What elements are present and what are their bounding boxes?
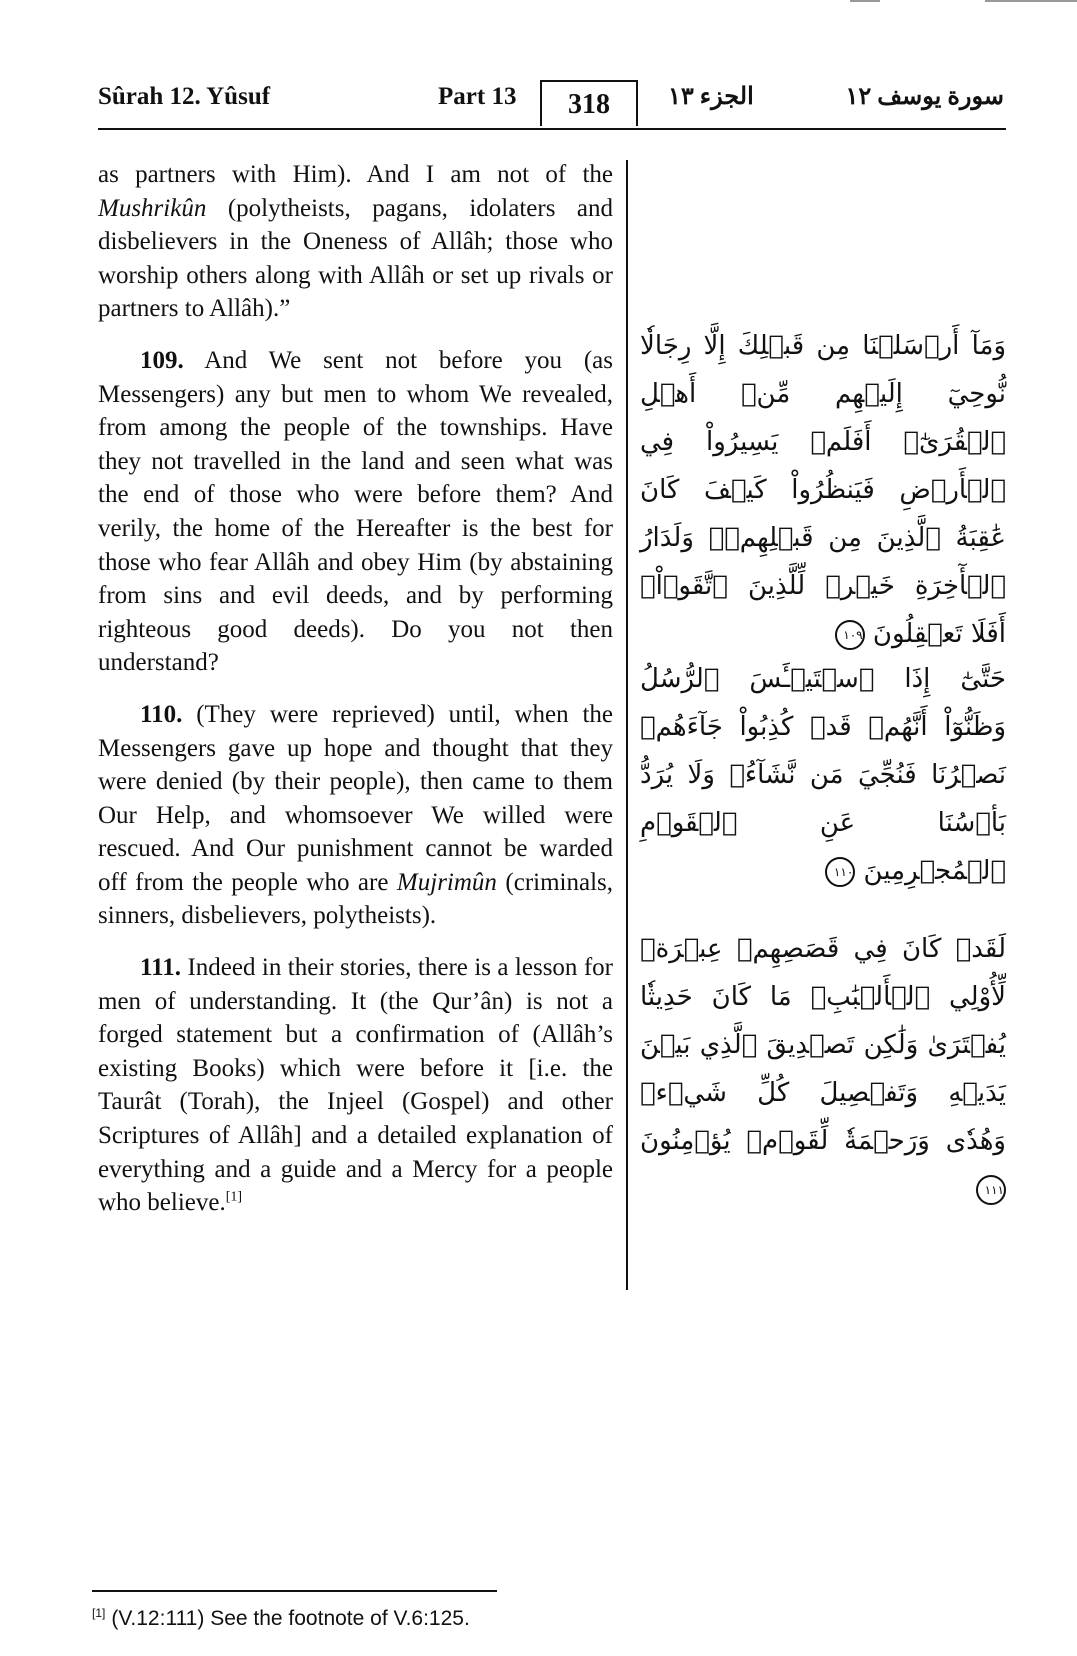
verse-111-paragraph <box>98 951 613 1220</box>
footnote <box>92 1606 470 1631</box>
surah-title-english: Sûrah 12. Yûsuf <box>98 83 271 110</box>
top-edge-tick <box>850 0 880 2</box>
verse-text: (They were reprieved) until, when the Messengers gave up hope and thought that they were denied (by their people), then came to them Our Help, and whomsoever We willed were rescued. And Our punishment cannot be warded off from the people who are <box>98 700 613 896</box>
column-divider <box>626 160 628 1290</box>
verse-110-paragraph <box>98 698 613 933</box>
arabic-verse-111 <box>640 925 1006 1213</box>
italic-term: Mushrikûn <box>98 194 207 222</box>
footnote-reference[interactable]: [1] <box>225 1189 243 1205</box>
arabic-verse-110 <box>640 655 1006 895</box>
english-translation-column <box>98 158 613 1238</box>
verse-number: 111. <box>140 954 181 982</box>
arabic-verse-109 <box>640 322 1006 658</box>
ayah-number-marker: ١١٠ <box>825 857 855 887</box>
part-label-arabic: الجزء ١٣ <box>668 84 754 110</box>
page-header <box>98 80 1006 132</box>
footnote-rule <box>92 1590 497 1592</box>
footnote-marker: [1] <box>92 1606 106 1620</box>
verse-text: (criminals, sinners, disbelievers, polytheists). <box>98 868 614 930</box>
verse-109-paragraph <box>98 344 613 680</box>
arabic-text: حَتَّىٰٓ إِذَا ٱسۡتَيۡـَٔسَ ٱلرُّسُلُ وَظَنُّوٓاْ أَنَّهُمۡ قَدۡ كُذِبُواْ جَآءَهُمۡ نَصۡرُنَا فَنُجِّيَ مَن نَّشَآءُۖ وَلَا يُرَدُّ بَأۡسُنَا عَنِ ٱلۡقَوۡمِ ٱلۡمُجۡرِمِينَ <box>640 664 1006 886</box>
italic-term: Mujrimûn <box>396 868 497 896</box>
verse-number: 109. <box>140 346 184 374</box>
top-edge-tick <box>985 0 1077 2</box>
arabic-text: وَمَآ أَرۡسَلۡنَا مِن قَبۡلِكَ إِلَّا رِجَالٗا نُّوحِيٓ إِلَيۡهِم مِّنۡ أَهۡلِ ٱلۡقُرَىٰٓۗ أَفَلَمۡ يَسِيرُواْ فِي ٱلۡأَرۡضِ فَيَنظُرُواْ كَيۡفَ كَانَ عَٰقِبَةُ ٱلَّذِينَ مِن قَبۡلِهِمۡۗ وَلَدَارُ ٱلۡأٓخِرَةِ خَيۡرٞ لِّلَّذِينَ ٱتَّقَوۡاْۚ أَفَلَا تَعۡقِلُونَ <box>640 331 1006 649</box>
verse-text: And We sent not before you (as Messengers) any but men to whom We revealed, from among the people of the townships. Have they not travelled in the land and seen what was the end of those who were before them? And verily, the home of the Hereafter is the best for those who fear Allâh and obey Him (by abstaining from sins and evil deeds, and by performing righteous good deeds). Do you not then understand? <box>98 346 613 677</box>
header-rule <box>98 128 1006 130</box>
ayah-number-marker: ١١١ <box>976 1175 1006 1205</box>
surah-title-arabic: سورة يوسف ١٢ <box>845 84 1004 110</box>
footnote-text: (V.12:111) See the footnote of V.6:125. <box>111 1607 470 1630</box>
continuation-paragraph: as partners with Him). And I am not of the Mushrikûn (polytheists, pagans, idolaters and disbelievers in the Oneness of Allâh; those who worship others along with Allâh or set up rivals or partners to Allâh).” <box>98 161 614 323</box>
verse-text: Indeed in their stories, there is a lesson for men of understanding. It (the Qur’ân) is not a forged statement but a confirmation of (Allâh’s existing Books) which were before it [i.e. the Taurât (Torah), the Injeel (Gospel) and other Scriptures of Allâh] and a detailed explanation of everything and a guide and a Mercy for a people who believe. <box>98 954 614 1217</box>
ayah-number-marker: ١٠٩ <box>835 620 865 650</box>
arabic-text: لَقَدۡ كَانَ فِي قَصَصِهِمۡ عِبۡرَةٞ لِّأُوْلِي ٱلۡأَلۡبَٰبِۗ مَا كَانَ حَدِيثٗا يُفۡتَرَىٰ وَلَٰكِن تَصۡدِيقَ ٱلَّذِي بَيۡنَ يَدَيۡهِ وَتَفۡصِيلَ كُلِّ شَيۡءٖ وَهُدٗى وَرَحۡمَةٗ لِّقَوۡمٖ يُؤۡمِنُونَ <box>640 934 1006 1156</box>
part-label-english: Part 13 <box>438 83 517 110</box>
verse-number: 110. <box>140 700 183 728</box>
page-number: 318 <box>540 80 638 126</box>
